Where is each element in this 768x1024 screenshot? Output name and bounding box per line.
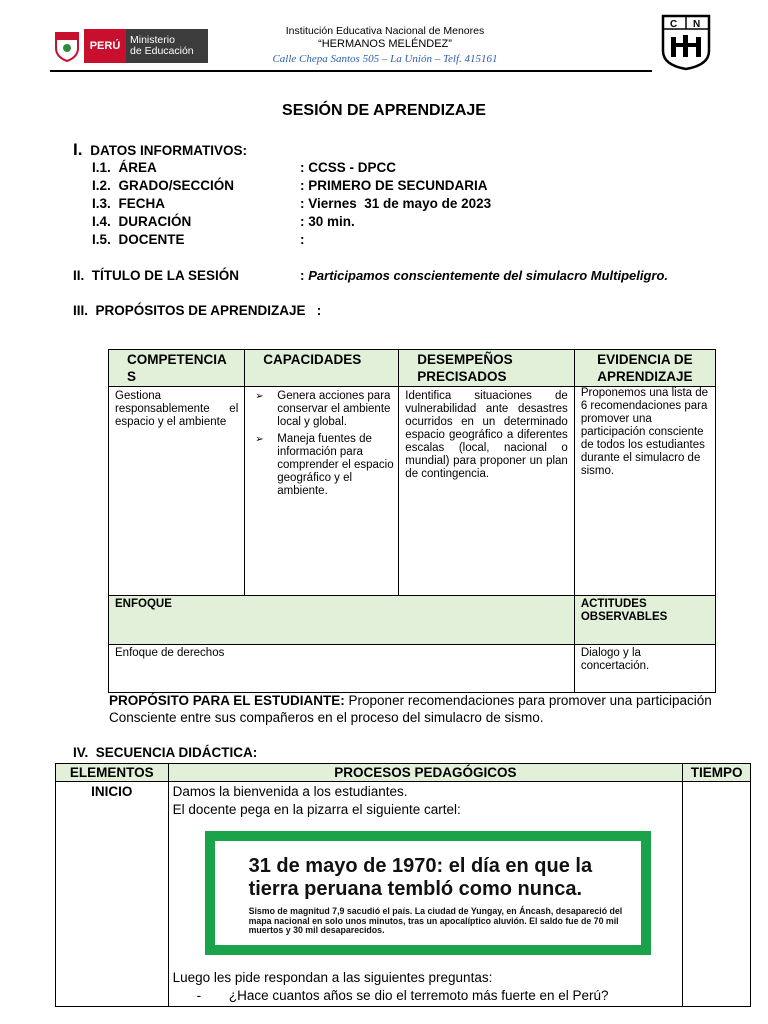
enfoque-label: ENFOQUE bbox=[109, 596, 575, 645]
ministry-line2: de Educación bbox=[130, 45, 194, 57]
header-competencias: COMPETENCIA S bbox=[109, 350, 245, 387]
info-value: : PRIMERO DE SECUNDARIA bbox=[300, 178, 488, 193]
question-text: ¿Hace cuantos años se dio el terremoto más fuerte en el Perú? bbox=[228, 988, 609, 1003]
info-value: : 30 min. bbox=[300, 214, 355, 229]
section3-heading: III. PROPÓSITOS DE APRENDIZAJE : bbox=[73, 303, 322, 318]
institution-name: “HERMANOS MELÉNDEZ” bbox=[318, 38, 452, 50]
info-label: FECHA bbox=[118, 196, 166, 211]
evidencia-cell: Proponemos una lista de 6 recomendaciones para promover una participación consciente de todos los estudiantes durante el simulacro de sismo. bbox=[574, 387, 715, 596]
info-num: I.5. bbox=[92, 232, 111, 247]
header-capacidades: CAPACIDADES bbox=[245, 350, 399, 387]
process-line: El docente pega en la pizarra el siguiente cartel: bbox=[172, 802, 461, 817]
student-purpose bbox=[109, 692, 724, 726]
header-divider bbox=[50, 70, 652, 72]
crest-letter-n: N bbox=[693, 19, 701, 30]
info-label: DURACIÓN bbox=[118, 214, 192, 229]
info-label: DOCENTE bbox=[118, 232, 185, 247]
question-item bbox=[173, 987, 679, 1005]
institution-line1: Institución Educativa Nacional de Menores bbox=[285, 25, 485, 37]
capacidad-item: ➢ Genera acciones para conservar el ambiente local y global. bbox=[251, 390, 396, 429]
session-title bbox=[300, 268, 668, 283]
info-row bbox=[92, 160, 157, 175]
capacidad-item: ➢ Maneja fuentes de información para comprender el espacio geográfico y el ambiente. bbox=[251, 433, 396, 498]
student-purpose-label: PROPÓSITO PARA EL ESTUDIANTE: bbox=[109, 693, 345, 708]
institution-address: Calle Chepa Santos 505 – La Unión – Telf. 415161 bbox=[272, 53, 498, 65]
info-value: : bbox=[300, 232, 305, 247]
poster-content bbox=[215, 841, 641, 945]
actitudes-label: ACTITUDES OBSERVABLES bbox=[574, 596, 715, 645]
info-row bbox=[92, 232, 185, 247]
header-elementos: ELEMENTOS bbox=[56, 764, 169, 782]
info-label: GRADO/SECCIÓN bbox=[118, 178, 235, 193]
info-label: ÁREA bbox=[118, 160, 157, 175]
purposes-table bbox=[108, 349, 716, 693]
peru-shield-icon bbox=[50, 29, 84, 63]
page-title: SESIÓN DE APRENDIZAJE bbox=[282, 102, 486, 119]
section2-heading: II. TÍTULO DE LA SESIÓN bbox=[73, 268, 240, 283]
info-value: : Viernes 31 de mayo de 2023 bbox=[300, 196, 492, 211]
info-num: I.3. bbox=[92, 196, 111, 211]
student-purpose-text: Proponer recomendaciones para promover una participación Consciente entre sus compañeros en el proceso del simulacro de sismo. bbox=[109, 693, 712, 725]
question-marker: - bbox=[196, 988, 202, 1003]
tiempo-cell bbox=[683, 782, 751, 1007]
section1-heading bbox=[73, 140, 247, 160]
header-desempenos: DESEMPEÑOS PRECISADOS bbox=[399, 350, 575, 387]
earthquake-poster bbox=[205, 831, 651, 955]
session-title-colon: : bbox=[300, 268, 305, 283]
info-num: I.4. bbox=[92, 214, 111, 229]
minedu-logo bbox=[50, 29, 208, 63]
info-value: : CCSS - DPCC bbox=[300, 160, 397, 175]
info-row bbox=[92, 214, 191, 229]
poster-subtext: Sismo de magnitud 7,9 sacudió el país. La ciudad de Yungay, en Áncash, desapareció del mapa nacional en solo unos minutos, tras un apocalíptico aluvión. El saldo fue de 70 mil muertos y 30 mil desaparecidos. bbox=[248, 906, 623, 935]
school-crest-icon bbox=[660, 13, 712, 71]
section1-number: I. bbox=[73, 140, 83, 159]
header-procesos: PROCESOS PEDAGÓGICOS bbox=[168, 764, 683, 782]
capacidades-cell bbox=[245, 387, 399, 596]
info-num: I.2. bbox=[92, 178, 111, 193]
desempeno-cell: Identifica situaciones de vulnerabilidad ante desastres ocurridos en un determinado espacio geográfico a diferentes escalas (local, nacional o mundial) para proponer un plan de contingencia. bbox=[399, 387, 575, 596]
didactic-sequence-table bbox=[55, 763, 751, 1007]
procesos-cell bbox=[168, 782, 683, 1007]
info-row bbox=[92, 196, 165, 211]
peru-label: PERÚ bbox=[84, 29, 126, 63]
competencia-cell: Gestiona responsablemente el espacio y el ambiente bbox=[109, 387, 245, 596]
ministry-line1: Ministerio bbox=[130, 34, 175, 46]
enfoque-value: Enfoque de derechos bbox=[109, 645, 575, 693]
element-inicio: INICIO bbox=[56, 782, 169, 1007]
header-tiempo: TIEMPO bbox=[683, 764, 751, 782]
ministry-label bbox=[126, 29, 208, 63]
header-evidencia: EVIDENCIA DE APRENDIZAJE bbox=[574, 350, 715, 387]
poster-headline: 31 de mayo de 1970: el día en que la tierra peruana tembló como nunca. bbox=[248, 855, 593, 900]
section1-title: DATOS INFORMATIVOS: bbox=[90, 143, 247, 158]
process-line: Luego les pide respondan a las siguientes preguntas: bbox=[172, 970, 493, 985]
actitudes-value: Dialogo y la concertación. bbox=[574, 645, 715, 693]
section4-heading: IV. SECUENCIA DIDÁCTICA: bbox=[73, 745, 258, 760]
info-row bbox=[92, 178, 234, 193]
process-line: Damos la bienvenida a los estudiantes. bbox=[172, 784, 408, 799]
crest-letter-c: C bbox=[670, 19, 678, 30]
info-num: I.1. bbox=[92, 160, 111, 175]
session-title-value: Participamos conscientemente del simulacro Multipeligro. bbox=[308, 268, 669, 283]
